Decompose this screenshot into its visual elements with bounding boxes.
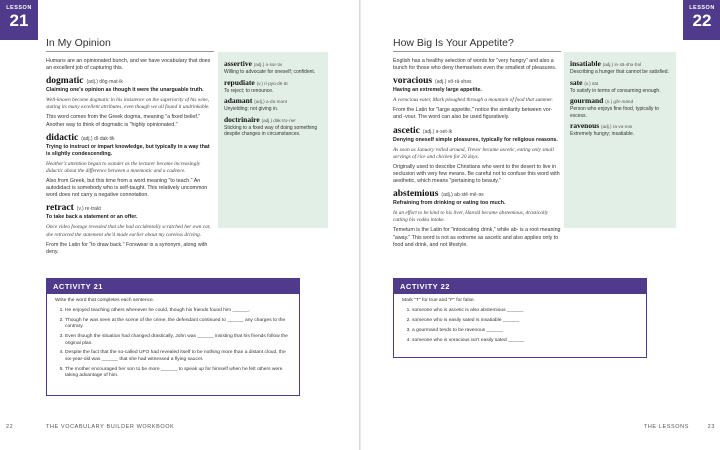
entry-headword: retract (v.) re·trakt (46, 203, 101, 214)
sidebar-definition: Person who enjoys fine food, typically to excess. (570, 106, 659, 119)
etymology-note: Temetum is the Latin for "intoxicating drink," while ab- is a root meaning "away." This word is not as extreme as ascetic and also applies only to food and drink, and not lifestyle. (393, 227, 561, 248)
lesson-label: LESSON (6, 5, 32, 11)
activity-instruction: Write the word that completes each sentence. (55, 298, 155, 303)
activity-item: 5. The mother encouraged her son to be more ______ to speak up for himself when he felt others were taking advantage of him. (65, 367, 291, 380)
pronunciation: (adj.) dôg·mat·ik (86, 79, 123, 86)
lesson-tab-right (683, 0, 720, 40)
running-head: THE LESSONS (643, 424, 689, 430)
right-page (361, 0, 720, 450)
sidebar-definition: To reject; to renounce. (224, 87, 274, 94)
activity-item: 3. a gourmand tends to be ravenous ______ (412, 328, 638, 334)
lesson-number: 21 (9, 11, 29, 30)
main-column-left (46, 58, 214, 259)
sidebar-word: sate (v.) sāt (570, 77, 599, 87)
sidebar-definition: Extremely hungry; insatiable. (570, 131, 635, 138)
entry-headword: didactic (adj.) dī·dak·tik (46, 132, 115, 143)
activity-item: 1. He enjoyed teaching others whenever he could, though his friends found him ______. (65, 308, 291, 314)
definition: Denying oneself simple pleasures, typically for religious reasons. (393, 136, 558, 143)
pronunciation: (adj.) ab·stē·mē·əs (441, 192, 484, 199)
entry-headword: ascetic (adj.) ə·set·ik (393, 125, 453, 136)
activity-item: 2. someone who is easily sated is insatiable ______ (412, 318, 638, 324)
definition: Trying to instruct or impart knowledge, but typically in a way that is slightly condescending. (46, 143, 210, 157)
pronunciation: (adj.) dī·dak·tik (81, 135, 115, 142)
activity-list (55, 308, 291, 380)
example-sentence: Well-known become dogmatic in his insistence on the superiority of his wine, stating its many excellent attributes, even though we all found it undrinkable. (46, 97, 210, 111)
sidebar-definition: Describing a hunger that cannot be satisfied. (570, 69, 669, 75)
example-sentence: In an effort to be kind to his liver, Harold became abstemious, drastically cutting his vodka intake. (393, 210, 549, 224)
page-number: 23 (707, 424, 715, 430)
sidebar-word: gourmand (n.) gôr·mänd (570, 96, 634, 106)
activity-title: ACTIVITY 21 (47, 279, 299, 294)
sidebar-definition: Unyielding; not giving in. (224, 106, 279, 113)
definition: Claiming one's opinion as though it were the unarguable truth. (46, 87, 204, 94)
activity-item: 4. Despite the fact that the so-called UFO had revealed itself to be nothing more than a distant cloud, the six-year-old was ______ that she had witnessed a flying saucer. (65, 350, 291, 363)
entry-headword: voracious (adj.) vô·rā·shəs (393, 76, 472, 87)
sidebar-entry (570, 79, 670, 95)
intro-text: Humans are an opinionated bunch, and we have vocabulary that does an excellent job of capturing this. (46, 58, 211, 72)
lesson-tab-left (0, 0, 38, 40)
activity-item: 2. Though he was seen at the scene of the crime, the defendant continued to ______ any charges to the contrary. (65, 318, 291, 331)
activity-item: 4. someone who is voracious isn't easily sated ______ (412, 338, 638, 344)
sidebar-word: adamant (adj.) a·də·mənt (224, 96, 287, 106)
pronunciation: (adj.) vô·rā·shəs (435, 79, 472, 86)
definition: Having an extremely large appetite. (393, 87, 482, 94)
sidebar-entry (570, 97, 670, 119)
sidebar-entry (570, 60, 670, 76)
entry (46, 76, 214, 128)
activity-box (393, 278, 647, 358)
example-sentence: Once video footage revealed that she had accidentally scratched her own car, she retracted the statement she'd made earlier about my careless driving. (46, 224, 211, 238)
activity-body (394, 294, 646, 348)
activity-body (47, 294, 299, 384)
sidebar-word: repudiate (v.) ri·pyü·dē·āt (224, 77, 288, 87)
etymology-note: Also from Greek, but this time from a word meaning "to teach." An autodidact is somebody who is self-taught. This relatively uncommon word does not carry a negative connotation. (46, 178, 208, 199)
definition: Refraining from drinking or eating too much. (393, 200, 506, 207)
example-sentence: As soon as January rolled around, Trevor became ascetic, eating only small servings of rice and chicken for 20 days. (393, 146, 554, 160)
etymology-note: From the Latin for "to draw back." Forswear is a synonym, along with deny. (46, 241, 208, 255)
entry-headword: abstemious (adj.) ab·stē·mē·əs (393, 189, 484, 200)
activity-title: ACTIVITY 22 (394, 279, 646, 294)
pronunciation: (v.) re·trakt (76, 206, 101, 213)
lesson-number: 22 (692, 11, 712, 30)
lesson-title: In My Opinion (46, 37, 214, 52)
entry (393, 76, 561, 121)
sidebar-entry (224, 116, 322, 138)
sidebar-definition: To satisfy in terms of consuming enough. (570, 87, 661, 94)
sidebar-word: doctrinaire (adj.) däk·trə·ner (224, 114, 296, 124)
running-head: THE VOCABULARY BUILDER WORKBOOK (46, 424, 175, 430)
sidebar-entry (224, 79, 322, 95)
example-sentence: A voracious eater, Mark ploughed through a mountain of food that summer. (393, 97, 553, 104)
related-words-sidebar (218, 52, 328, 228)
entry (393, 126, 561, 186)
sidebar-definition: Willing to advocate for oneself; confident. (224, 69, 316, 75)
entry-headword: dogmatic (adj.) dôg·mat·ik (46, 76, 123, 87)
etymology-note: This word comes from the Greek dogma, meaning "a fixed belief." Another way to think of dogmatic is "highly opinionated." (46, 114, 201, 128)
lesson-title: How Big Is Your Appetite? (393, 37, 561, 52)
activity-item: 1. someone who is ascetic is also abstemious ______ (412, 308, 638, 314)
sidebar-entry (224, 60, 322, 76)
activity-box (46, 278, 300, 396)
example-sentence: Heather's attention began to wander as the lecturer became increasingly didactic about the difference between a mnemonic and a cadence. (46, 160, 201, 174)
page-number: 22 (6, 424, 14, 430)
activity-instruction: Mark "T" for true and "F" for false. (402, 298, 475, 303)
etymology-note: From the Latin for "large appetite," notice the similarity between vor- and -vour. The word can also be used figuratively. (393, 107, 553, 121)
lesson-label: LESSON (689, 5, 715, 11)
main-column-right (393, 58, 561, 252)
definition: To take back a statement or an offer. (46, 214, 138, 221)
sidebar-word: insatiable (adj.) in·sā·shə·bəl (570, 59, 642, 68)
sidebar-word: ravenous (adj.) ra·və·nəs (570, 121, 633, 131)
related-words-sidebar (564, 52, 676, 228)
activity-list (402, 308, 638, 344)
sidebar-definition: Sticking to a fixed way of doing something despite changes in circumstances. (224, 124, 318, 138)
entry (46, 203, 214, 255)
sidebar-word: assertive (adj.) ə·sər·tiv (224, 59, 283, 68)
sidebar-entry (570, 122, 670, 138)
entry (393, 189, 561, 249)
entry (46, 133, 214, 200)
etymology-note: Originally used to describe Christians who went to the desert to live in seclusion with very few means. Be careful not to confuse this word with aesthetic, which means "pertaining to beauty." (393, 163, 560, 185)
pronunciation: (adj.) ə·set·ik (422, 128, 453, 135)
sidebar-entry (224, 97, 322, 113)
activity-item: 3. Even though the situation had changed drastically, John was ______ insisting that his friends follow the original plan. (65, 334, 291, 347)
intro-text: English has a healthy selection of words for "very hungry" and also a bunch for those who deny themselves even the smallest of pleasures. (393, 58, 557, 72)
